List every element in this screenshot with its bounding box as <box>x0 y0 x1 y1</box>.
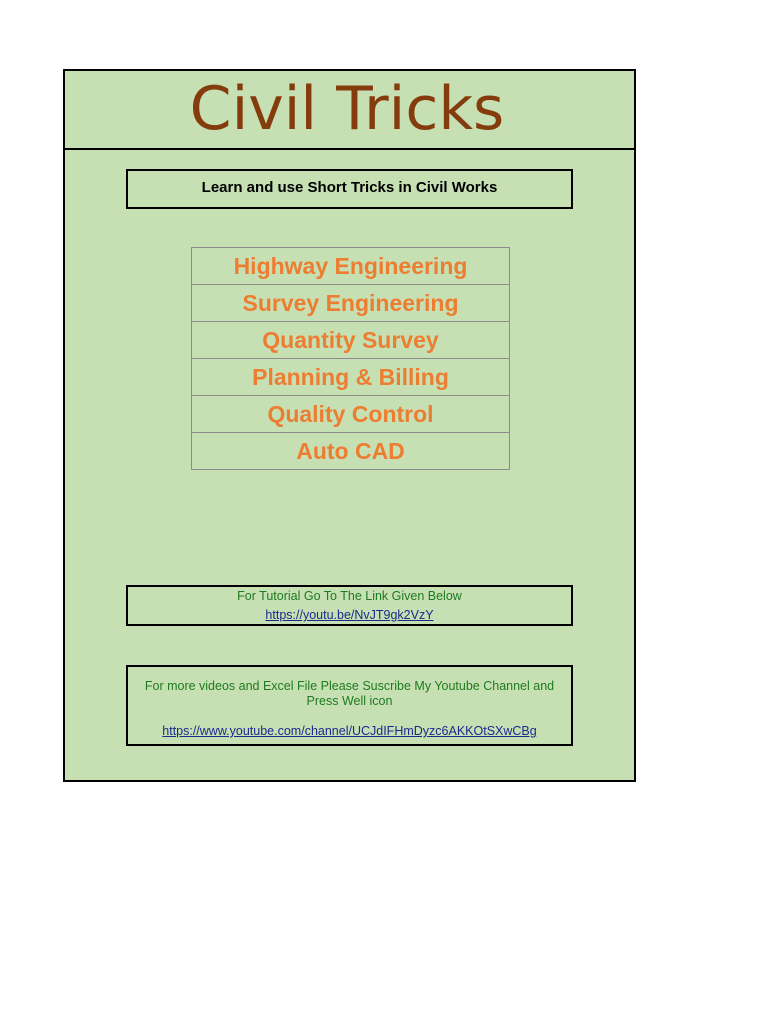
spreadsheet-page <box>63 69 636 782</box>
page-title: Civil Tricks <box>189 74 505 144</box>
menu-item-label: Survey Engineering <box>242 290 459 316</box>
tutorial-link[interactable]: https://youtu.be/NvJT9gk2VzY <box>265 608 434 622</box>
channel-box <box>126 665 573 746</box>
menu-item-survey-engineering[interactable] <box>191 284 510 322</box>
menu-item-label: Planning & Billing <box>252 364 449 390</box>
channel-note: For more videos and Excel File Please Suscribe My Youtube Channel and Press Well icon <box>144 679 555 708</box>
menu-item-label: Quality Control <box>267 401 434 427</box>
menu-item-quantity-survey[interactable] <box>191 321 510 359</box>
menu-item-label: Quantity Survey <box>262 327 439 353</box>
menu-item-label: Auto CAD <box>296 438 405 464</box>
tagline: Learn and use Short Tricks in Civil Works <box>201 179 498 196</box>
channel-link[interactable]: https://www.youtube.com/channel/UCJdIFHmDyzc6AKKOtSXwCBg <box>162 724 537 738</box>
tutorial-note: For Tutorial Go To The Link Given Below <box>237 589 462 603</box>
menu-item-highway-engineering[interactable] <box>191 247 510 285</box>
menu-item-label: Highway Engineering <box>233 253 468 279</box>
topic-menu <box>191 247 510 470</box>
menu-item-quality-control[interactable] <box>191 395 510 433</box>
menu-item-planning-billing[interactable] <box>191 358 510 396</box>
title-banner <box>64 70 635 150</box>
tagline-box <box>126 169 573 209</box>
tutorial-box <box>126 585 573 626</box>
menu-item-auto-cad[interactable] <box>191 432 510 470</box>
